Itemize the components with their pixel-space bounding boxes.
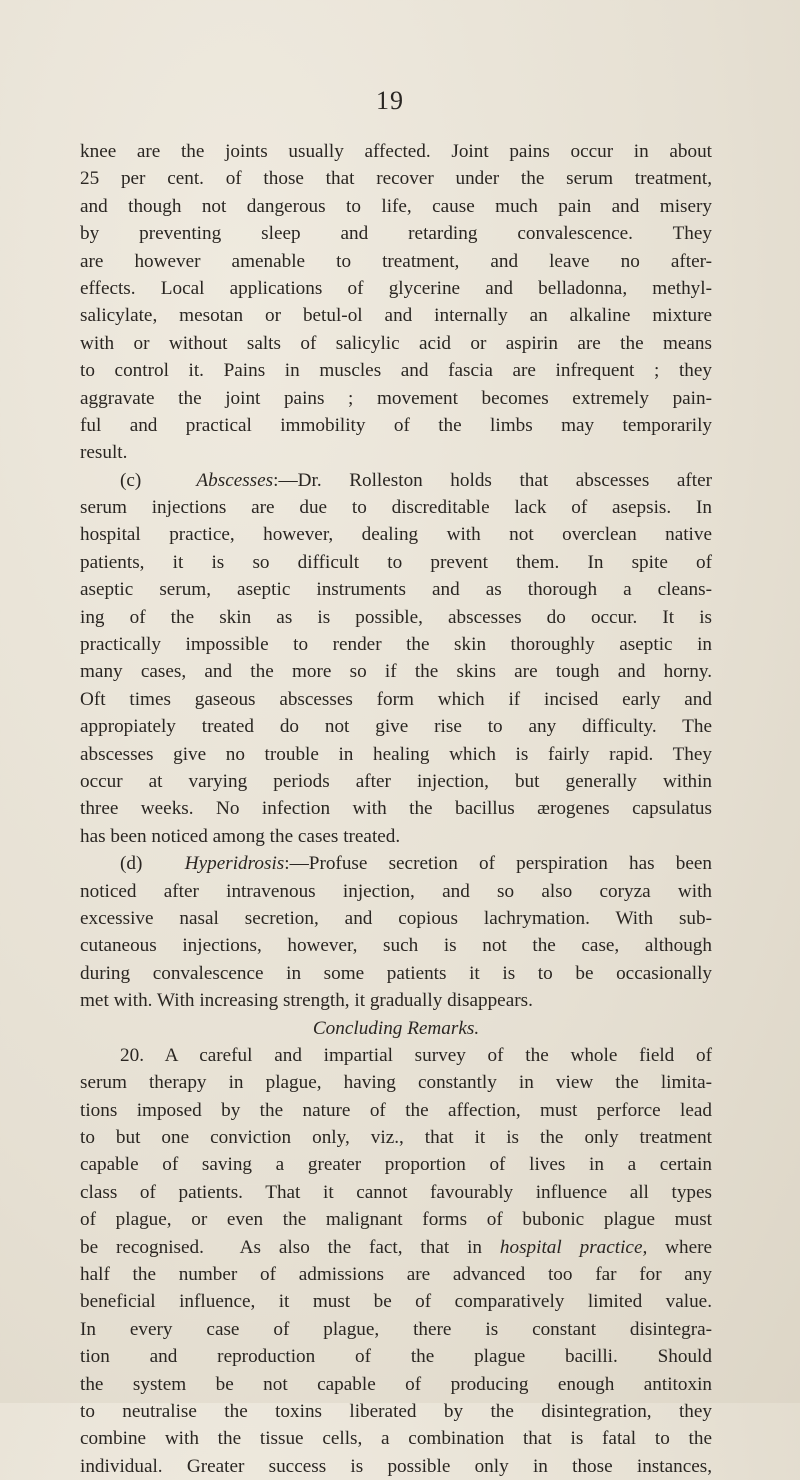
text-line: 20. A careful and impartial survey of the whole field of: [120, 1044, 712, 1066]
text-line: tions imposed by the nature of the affection, must perforce lead: [80, 1099, 712, 1121]
text-line: met with. With increasing strength, it gradually disappears.: [80, 990, 533, 1012]
text-line: ing of the skin as is possible, abscesses do occur. It is: [80, 606, 712, 628]
hyperidrosis-paragraph-start: [80, 850, 712, 877]
text-line: the system be not capable of producing enough antitoxin: [80, 1373, 712, 1395]
text-line: has been noticed among the cases treated.: [80, 825, 401, 847]
text-line: individual. Greater success is possible only in those instances,: [80, 1455, 712, 1477]
text-line: occur at varying periods after injection, but generally within: [80, 770, 712, 792]
text-line: three weeks. No infection with the bacillus ærogenes capsulatus: [80, 798, 712, 820]
text-line: ful and practical immobility of the limbs may temporarily: [80, 414, 712, 436]
text-line: result.: [80, 442, 128, 464]
text-line: 25 per cent. of those that recover under the serum treatment,: [80, 168, 712, 190]
section-label: (c): [120, 469, 142, 491]
emphasis-hospital-practice: hospital practice,: [499, 1236, 648, 1258]
text-line: noticed after intravenous injection, and so also coryza with: [80, 880, 712, 902]
text-line: class of patients. That it cannot favourably influence all types: [80, 1181, 712, 1203]
text-line: appropiately treated do not give rise to any difficulty. The: [80, 716, 712, 738]
text-line: aseptic serum, aseptic instruments and as thorough a cleans-: [80, 579, 712, 601]
text-line: to neutralise the toxins liberated by the disintegration, they: [80, 1400, 712, 1422]
text-line: are however amenable to treatment, and leave no after-: [80, 250, 712, 272]
text-line: salicylate, mesotan or betul-ol and internally an alkaline mixture: [80, 305, 712, 327]
text-line: many cases, and the more so if the skins are tough and horny.: [80, 661, 712, 683]
text-line: cutaneous injections, however, such is not the case, although: [80, 935, 712, 957]
abscesses-paragraph-start: [80, 467, 712, 494]
text-line: Oft times gaseous abscesses form which if incised early and: [80, 688, 712, 710]
body-text: [80, 138, 712, 1480]
text-line: serum therapy in plague, having constantly in view the limita-: [80, 1072, 712, 1094]
text-fragment: :—Profuse secretion of perspiration has been: [284, 853, 712, 875]
text-line: In every case of plague, there is constant disintegra-: [80, 1318, 712, 1340]
text-line: with or without salts of salicylic acid or aspirin are the means: [80, 332, 712, 354]
text-fragment: :—Dr. Rolleston holds that abscesses after: [273, 469, 712, 491]
text-line: patients, it is so difficult to prevent them. In spite of: [80, 551, 712, 573]
text-line: during convalescence in some patients it is to be occasionally: [80, 962, 712, 984]
page-number: 19: [376, 86, 404, 115]
text-line: to but one conviction only, viz., that it is the only treatment: [80, 1127, 712, 1149]
text-line: serum injections are due to discreditable lack of asepsis. In: [80, 497, 712, 519]
text-line: beneficial influence, it must be of comparatively limited value.: [80, 1291, 712, 1313]
text-line: hospital practice, however, dealing with not overclean native: [80, 524, 712, 546]
text-fragment: where: [665, 1236, 713, 1258]
section-title-abscesses: Abscesses: [196, 469, 274, 491]
text-line: of plague, or even the malignant forms of bubonic plague must: [80, 1209, 712, 1231]
text-line: and though not dangerous to life, cause much pain and misery: [80, 195, 712, 217]
text-fragment: As also the fact, that in: [239, 1236, 482, 1258]
text-line: abscesses give no trouble in healing which is fairly rapid. They: [80, 743, 712, 765]
text-line-mixed: [80, 1234, 712, 1261]
text-line: combine with the tissue cells, a combination that is fatal to the: [80, 1428, 712, 1450]
section-label: (d): [120, 853, 143, 875]
text-line: capable of saving a greater proportion of lives in a certain: [80, 1154, 712, 1176]
section-title-hyperidrosis: Hyperidrosis: [184, 853, 285, 875]
section-heading: Concluding Remarks.: [312, 1017, 480, 1039]
text-line: knee are the joints usually affected. Joint pains occur in about: [80, 141, 712, 162]
text-line: tion and reproduction of the plague bacilli. Should: [80, 1346, 712, 1368]
text-line: effects. Local applications of glycerine and belladonna, methyl-: [80, 277, 712, 299]
text-line: practically impossible to render the skin thoroughly aseptic in: [80, 634, 712, 656]
text-line: by preventing sleep and retarding convalescence. They: [80, 223, 712, 245]
text-line: to control it. Pains in muscles and fascia are infrequent ; they: [80, 360, 712, 382]
text-fragment: be recognised.: [80, 1236, 204, 1258]
text-line: excessive nasal secretion, and copious lachrymation. With sub-: [80, 907, 712, 929]
text-line: aggravate the joint pains ; movement becomes extremely pain-: [80, 387, 712, 409]
text-line: half the number of admissions are advanced too far for any: [80, 1264, 712, 1286]
